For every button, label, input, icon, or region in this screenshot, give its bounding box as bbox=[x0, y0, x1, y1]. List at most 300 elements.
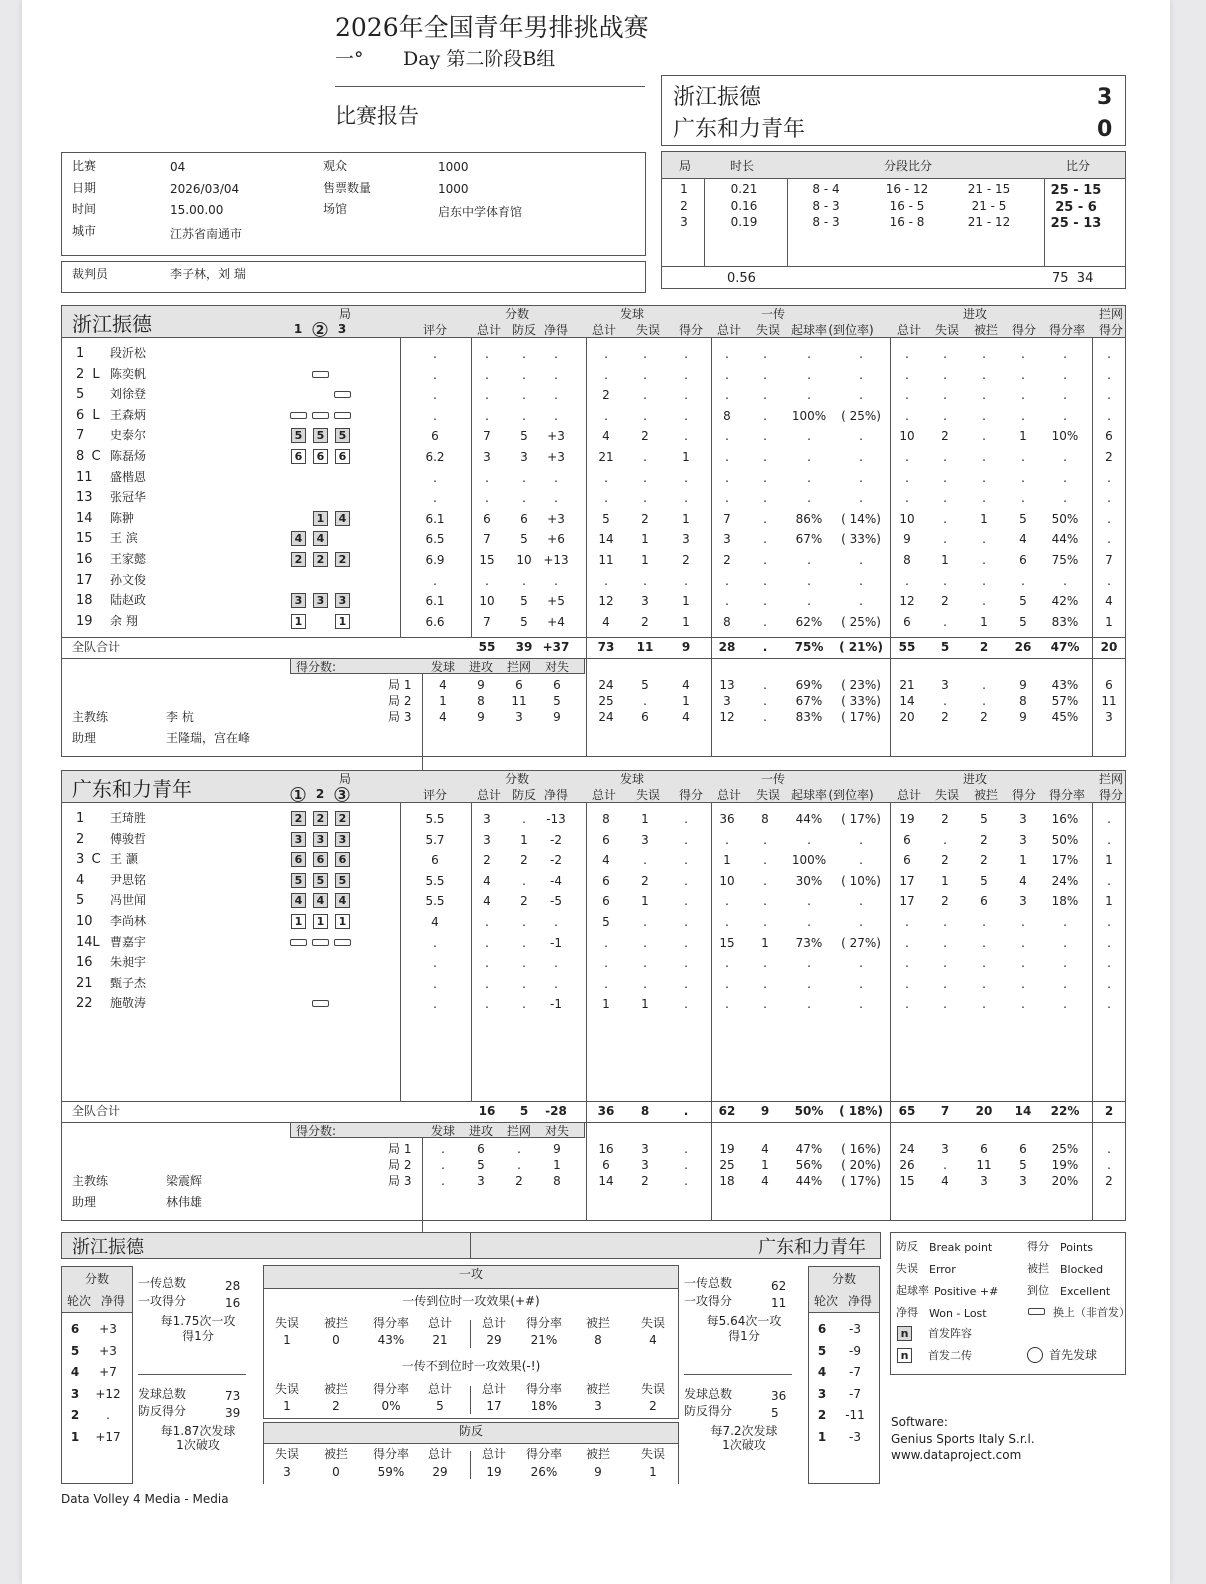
stat-cell: . bbox=[859, 915, 863, 929]
stat-cell: . bbox=[982, 976, 986, 991]
starting-position: 2 bbox=[313, 552, 328, 567]
info-label: 售票数量 bbox=[323, 180, 372, 195]
set-number: 2 bbox=[315, 787, 325, 801]
stat-cell: 6 bbox=[1105, 429, 1113, 444]
starting-position: 2 bbox=[291, 552, 306, 567]
divider bbox=[704, 179, 705, 266]
home-sideout-points: 16 bbox=[225, 1296, 241, 1310]
per-set-cell: . bbox=[441, 1142, 445, 1156]
stat-cell: 16% bbox=[1051, 812, 1079, 826]
column-header: 总计 bbox=[591, 323, 617, 337]
stat-cell: . bbox=[982, 491, 986, 506]
stat-cell: 6.2 bbox=[425, 450, 445, 464]
per-set-cell: 6 bbox=[1019, 1142, 1027, 1156]
away-break-ratio: 每7.2次发球 bbox=[710, 1424, 778, 1438]
assistant-label: 助理 bbox=[72, 1195, 97, 1209]
stat-cell: . bbox=[1107, 832, 1111, 847]
stat-cell: 1 bbox=[682, 511, 690, 526]
positive-value: 21 bbox=[432, 1333, 448, 1347]
stat-cell: 1 bbox=[1105, 894, 1113, 909]
stat-cell: 2 bbox=[941, 429, 949, 444]
stat-cell: . bbox=[725, 491, 729, 506]
legend-first-serve-label: 首先发球 bbox=[1049, 1348, 1098, 1362]
starting-position: 2 bbox=[313, 811, 328, 826]
stat-cell: . bbox=[1063, 573, 1067, 588]
starting-position: 6 bbox=[335, 852, 350, 867]
stat-cell: . bbox=[807, 894, 811, 909]
stat-cell: 15 bbox=[479, 553, 495, 567]
score-col-header: 比分 bbox=[1066, 159, 1091, 173]
player-name: 王家懿 bbox=[110, 552, 147, 566]
away-break-points: 5 bbox=[771, 1406, 779, 1420]
column-header: 得分 bbox=[678, 788, 704, 802]
divider bbox=[890, 802, 891, 1221]
stat-cell: . bbox=[943, 956, 947, 971]
starting-position: 4 bbox=[313, 531, 328, 546]
points-by-column: 发球 bbox=[430, 1124, 456, 1138]
substitution-icon bbox=[334, 391, 351, 398]
stat-cell: 86% bbox=[795, 511, 823, 526]
per-set-cell: 9 bbox=[477, 678, 485, 692]
stat-cell: . bbox=[807, 956, 811, 971]
stat-cell: . bbox=[1063, 408, 1067, 423]
legend-meaning: Error bbox=[929, 1263, 956, 1276]
stat-cell: . bbox=[1021, 388, 1025, 403]
stat-cell: . bbox=[859, 853, 863, 868]
stat-cell: . bbox=[807, 491, 811, 506]
stat-cell: . bbox=[433, 491, 437, 506]
stat-cell: 3 bbox=[1019, 894, 1027, 909]
per-set-cell: ( 17%) bbox=[841, 710, 881, 724]
stat-cell: . bbox=[859, 450, 863, 464]
starting-position: 1 bbox=[313, 511, 328, 526]
stat-cell: . bbox=[522, 935, 526, 950]
team-name: 浙江振德 bbox=[72, 312, 152, 336]
set-duration: 0.16 bbox=[730, 198, 758, 213]
stat-cell: 1 bbox=[941, 553, 949, 567]
stat-cell: . bbox=[684, 853, 688, 868]
per-set-cell: 25% bbox=[1051, 1142, 1079, 1156]
home-sideout-ratio: 得1分 bbox=[182, 1329, 214, 1343]
stat-cell: 10% bbox=[1051, 429, 1079, 444]
away-serve-total-label: 发球总数 bbox=[684, 1387, 733, 1401]
breakpoint-value: 19 bbox=[486, 1465, 502, 1479]
sideout-col-label: 失误 bbox=[640, 1382, 666, 1396]
stat-cell: . bbox=[982, 573, 986, 588]
column-header: 总计 bbox=[716, 788, 742, 802]
stat-cell: . bbox=[807, 997, 811, 1012]
stat-cell: . bbox=[905, 915, 909, 929]
per-set-cell: 6 bbox=[553, 678, 561, 692]
substitution-icon bbox=[312, 371, 329, 378]
stat-cell: 2 bbox=[520, 894, 528, 909]
stat-cell: . bbox=[763, 573, 767, 588]
stat-cell: 6 bbox=[903, 853, 911, 868]
per-set-cell: . bbox=[1107, 1158, 1111, 1172]
sideout-col-label: 被拦 bbox=[585, 1316, 611, 1330]
stat-cell: . bbox=[859, 367, 863, 382]
stat-cell: 6 bbox=[520, 511, 528, 526]
stat-cell: 7 bbox=[1105, 553, 1113, 567]
per-set-cell: 4 bbox=[761, 1142, 769, 1156]
first-serve-circle-icon: 3 bbox=[335, 787, 350, 802]
column-header: 总计 bbox=[591, 788, 617, 802]
stat-cell: . bbox=[554, 915, 558, 929]
stat-cell: . bbox=[433, 997, 437, 1012]
stat-cell: . bbox=[1021, 915, 1025, 929]
starting-position: 5 bbox=[335, 428, 350, 443]
per-set-cell: 45% bbox=[1051, 710, 1079, 724]
per-set-cell: . bbox=[441, 1158, 445, 1172]
set-partial-score: 21 - 15 bbox=[967, 182, 1011, 196]
substitution-icon bbox=[312, 1000, 329, 1007]
breakpoint-col-label: 被拦 bbox=[585, 1447, 611, 1461]
home-sideout-points-label: 一攻得分 bbox=[138, 1294, 187, 1308]
set-number: 1 bbox=[293, 322, 303, 336]
rotation-col-header: 轮次 bbox=[813, 1294, 839, 1308]
stat-cell: 21 bbox=[598, 450, 614, 464]
info-value: 04 bbox=[170, 160, 186, 174]
set-partial-score: 8 - 3 bbox=[812, 198, 840, 213]
stat-cell: . bbox=[982, 594, 986, 609]
stat-cell: . bbox=[763, 853, 767, 868]
stat-cell: . bbox=[684, 832, 688, 847]
stat-cell: . bbox=[1063, 915, 1067, 929]
divider bbox=[1092, 337, 1093, 757]
total-cell: 50% bbox=[794, 1104, 824, 1118]
set-partial-score: 16 - 12 bbox=[885, 182, 929, 196]
stat-cell: 10 bbox=[899, 511, 915, 526]
stat-cell: 4 bbox=[602, 429, 610, 444]
stat-cell: 2 bbox=[641, 873, 649, 888]
stat-cell: 5.5 bbox=[425, 873, 445, 888]
stat-cell: . bbox=[643, 491, 647, 506]
stat-cell: 17% bbox=[1051, 853, 1079, 868]
stat-cell: . bbox=[905, 935, 909, 950]
stat-cell: . bbox=[943, 832, 947, 847]
player-number: 8 bbox=[76, 449, 85, 464]
stat-cell: . bbox=[485, 470, 489, 485]
stat-cell: 1 bbox=[723, 853, 731, 868]
stat-cell: . bbox=[725, 429, 729, 444]
stat-cell: . bbox=[433, 573, 437, 588]
stat-cell: 4 bbox=[431, 915, 439, 929]
stat-cell: . bbox=[604, 956, 608, 971]
stat-cell: 17 bbox=[899, 873, 915, 888]
starting-position: 5 bbox=[291, 428, 306, 443]
stat-cell: . bbox=[1107, 367, 1111, 382]
set-partial-score: 8 - 3 bbox=[812, 215, 840, 229]
stat-cell: . bbox=[763, 408, 767, 423]
report-subtitle: Day 第二阶段B组 bbox=[403, 48, 556, 70]
per-set-cell: 83% bbox=[795, 710, 823, 724]
stat-cell: . bbox=[1063, 935, 1067, 950]
stat-cell: -1 bbox=[550, 997, 562, 1012]
stat-cell: . bbox=[643, 853, 647, 868]
legend-term: 防反 bbox=[896, 1240, 918, 1253]
stat-cell: . bbox=[943, 614, 947, 629]
home-break-points-label: 防反得分 bbox=[138, 1404, 187, 1418]
starting-setter-position: 1 bbox=[291, 914, 306, 929]
player-name: 施敬涛 bbox=[110, 996, 147, 1011]
starting-position: 4 bbox=[335, 511, 350, 526]
per-set-cell: 2 bbox=[941, 710, 949, 724]
home-reception-total: 28 bbox=[225, 1279, 241, 1293]
legend-meaning: Positive +# bbox=[934, 1285, 999, 1298]
starting-position: 6 bbox=[313, 852, 328, 867]
per-set-cell: 2 bbox=[515, 1174, 523, 1188]
stat-cell: 8 bbox=[723, 614, 731, 629]
stat-cell: . bbox=[943, 915, 947, 929]
per-set-cell: 26 bbox=[899, 1158, 915, 1172]
player-number: 14 bbox=[76, 510, 93, 526]
stat-cell: 1 bbox=[980, 614, 988, 629]
stat-cell: . bbox=[554, 956, 558, 971]
stat-cell: . bbox=[684, 873, 688, 888]
total-cell: 9 bbox=[760, 1104, 770, 1118]
coach-name: 梁震辉 bbox=[166, 1174, 203, 1188]
sideout-col-label: 被拦 bbox=[323, 1316, 349, 1330]
stat-cell: . bbox=[522, 812, 526, 826]
rotation-score-header: 分数 bbox=[831, 1272, 857, 1286]
column-header: 总计 bbox=[476, 323, 502, 337]
stat-cell: . bbox=[1107, 491, 1111, 506]
stat-cell: . bbox=[485, 367, 489, 382]
coach-label: 主教练 bbox=[72, 710, 109, 724]
team-name: 广东和力青年 bbox=[72, 777, 192, 801]
rotation-number: 2 bbox=[817, 1408, 827, 1423]
assistant-label: 助理 bbox=[72, 731, 97, 745]
stat-cell: . bbox=[643, 408, 647, 423]
rotation-number: 3 bbox=[70, 1386, 80, 1401]
stat-cell: . bbox=[725, 997, 729, 1012]
stat-cell: 2 bbox=[602, 388, 610, 403]
stat-cell: . bbox=[1021, 491, 1025, 506]
per-set-cell: 9 bbox=[1019, 678, 1027, 692]
rotation-number: 5 bbox=[817, 1343, 827, 1358]
group-header-attack: 进攻 bbox=[962, 772, 988, 786]
per-set-cell: . bbox=[684, 1158, 688, 1172]
stat-cell: . bbox=[1107, 347, 1111, 361]
stat-cell: . bbox=[643, 388, 647, 403]
per-set-cell: 9 bbox=[1019, 710, 1027, 724]
player-number: 15 bbox=[76, 531, 93, 547]
stat-cell: . bbox=[725, 594, 729, 609]
per-set-cell: 21 bbox=[899, 678, 915, 692]
player-number: 5 bbox=[76, 893, 85, 909]
total-cell: 73 bbox=[597, 640, 615, 654]
player-name: 史泰尔 bbox=[110, 428, 147, 443]
player-name: 王琦胜 bbox=[110, 811, 147, 825]
group-header-sets: 局 bbox=[338, 772, 352, 786]
divider bbox=[470, 1320, 471, 1348]
player-number: 2 bbox=[76, 366, 85, 382]
per-set-cell: 3 bbox=[477, 1174, 485, 1188]
per-set-cell: 67% bbox=[795, 694, 823, 708]
player-name: 陈翀 bbox=[110, 510, 135, 525]
substitution-icon bbox=[334, 939, 351, 946]
stat-cell: . bbox=[763, 832, 767, 847]
column-header: 起球率 bbox=[790, 323, 828, 337]
total-cell: 39 bbox=[515, 640, 533, 654]
stat-cell: . bbox=[725, 915, 729, 929]
points-by-column: 对失 bbox=[544, 660, 570, 674]
per-set-cell: . bbox=[517, 1158, 521, 1172]
player-name: 曹嘉宇 bbox=[110, 934, 147, 949]
stat-cell: 6 bbox=[431, 429, 439, 444]
breakpoint-value: 26% bbox=[530, 1465, 558, 1479]
stat-cell: . bbox=[1063, 976, 1067, 991]
captain-marker: C bbox=[91, 449, 101, 464]
stat-cell: . bbox=[684, 915, 688, 929]
points-by-column: 进攻 bbox=[468, 1124, 494, 1138]
stat-cell: . bbox=[684, 388, 688, 403]
player-name: 傅骏哲 bbox=[110, 831, 147, 846]
stat-cell: 36 bbox=[719, 812, 735, 826]
column-header: 失误 bbox=[635, 323, 661, 337]
stat-cell: . bbox=[905, 347, 909, 361]
stat-cell: 1 bbox=[941, 873, 949, 888]
points-by-column: 发球 bbox=[430, 660, 456, 674]
stat-cell: 3 bbox=[1019, 812, 1027, 826]
stat-cell: . bbox=[1107, 470, 1111, 485]
stat-cell: . bbox=[684, 347, 688, 361]
stat-cell: . bbox=[905, 573, 909, 588]
stat-cell: . bbox=[684, 573, 688, 588]
total-cell: 2 bbox=[979, 640, 989, 654]
stat-cell: . bbox=[604, 470, 608, 485]
rotation-net-points: . bbox=[106, 1408, 110, 1423]
starting-setter-position: 6 bbox=[313, 449, 328, 464]
negative-value: 2 bbox=[332, 1399, 340, 1413]
per-set-cell: 13 bbox=[719, 678, 735, 692]
stat-cell: . bbox=[522, 367, 526, 382]
rotation-net-points: +7 bbox=[99, 1365, 117, 1380]
first-serve-circle-icon: 1 bbox=[291, 787, 306, 802]
starting-position: 3 bbox=[291, 832, 306, 847]
per-set-cell: ( 20%) bbox=[841, 1158, 881, 1172]
set-label: 局 1 bbox=[388, 1142, 412, 1156]
stat-cell: ( 17%) bbox=[841, 812, 881, 826]
stat-cell: 6 bbox=[602, 873, 610, 888]
set-col-header: 局 bbox=[679, 159, 692, 173]
stat-cell: . bbox=[859, 594, 863, 609]
stat-cell: 5 bbox=[980, 873, 988, 888]
stat-cell: 1 bbox=[1019, 853, 1027, 868]
starting-position: 2 bbox=[291, 811, 306, 826]
per-set-cell: . bbox=[763, 678, 767, 692]
info-value: 1000 bbox=[438, 160, 469, 174]
column-header: 评分 bbox=[422, 323, 448, 337]
stat-cell: . bbox=[763, 873, 767, 888]
away-reception-total-label: 一传总数 bbox=[684, 1276, 733, 1290]
stat-cell: 7 bbox=[483, 429, 491, 444]
stat-cell: +4 bbox=[547, 614, 565, 629]
group-header-serve: 发球 bbox=[619, 307, 645, 321]
column-header: 被拦 bbox=[973, 788, 999, 802]
stat-cell: 6.9 bbox=[425, 553, 445, 567]
stat-cell: 5 bbox=[1019, 614, 1027, 629]
home-sideout-ratio: 每1.75次一攻 bbox=[160, 1314, 236, 1328]
per-set-cell: . bbox=[684, 1142, 688, 1156]
stat-cell: . bbox=[905, 408, 909, 423]
per-set-cell: 9 bbox=[553, 710, 561, 724]
report-heading: 比赛报告 bbox=[335, 104, 419, 128]
stat-cell: . bbox=[763, 511, 767, 526]
breakpoint-col-label: 得分率 bbox=[525, 1447, 563, 1461]
stat-cell: 3 bbox=[483, 812, 491, 826]
stat-cell: . bbox=[684, 956, 688, 971]
set-final-score: 25 - 15 bbox=[1050, 183, 1102, 198]
stat-cell: 3 bbox=[520, 450, 528, 464]
stat-cell: . bbox=[763, 956, 767, 971]
player-name: 王 灏 bbox=[110, 852, 138, 867]
stat-cell: . bbox=[943, 935, 947, 950]
divider bbox=[1092, 802, 1093, 1221]
per-set-cell: 6 bbox=[602, 1158, 610, 1172]
coach-name: 李 杭 bbox=[166, 710, 194, 724]
stat-cell: . bbox=[725, 573, 729, 588]
stat-cell: . bbox=[763, 347, 767, 361]
total-cell: 55 bbox=[898, 640, 916, 654]
stat-cell: . bbox=[554, 408, 558, 423]
stat-cell: . bbox=[859, 997, 863, 1012]
stat-cell: . bbox=[522, 976, 526, 991]
stat-cell: . bbox=[433, 408, 437, 423]
set-duration: 0.21 bbox=[730, 182, 758, 196]
per-set-cell: 5 bbox=[641, 678, 649, 692]
breakpoint-value: 3 bbox=[283, 1465, 291, 1479]
stat-cell: . bbox=[807, 388, 811, 403]
stat-cell: 4 bbox=[1105, 594, 1113, 609]
set-label: 局 2 bbox=[388, 694, 412, 708]
sideout-col-label: 得分率 bbox=[372, 1382, 410, 1396]
per-set-cell: . bbox=[1107, 1142, 1111, 1156]
set-partial-score: 8 - 4 bbox=[812, 182, 840, 196]
rotation-net-points: -9 bbox=[849, 1343, 861, 1358]
player-number: 6 bbox=[76, 407, 85, 423]
home-sets-won: 3 bbox=[1097, 85, 1113, 110]
per-set-cell: 3 bbox=[723, 694, 731, 708]
positive-value: 8 bbox=[594, 1333, 602, 1347]
legend-term: 得分 bbox=[1027, 1240, 1049, 1253]
stat-cell: . bbox=[725, 450, 729, 464]
substitution-icon bbox=[1028, 1308, 1045, 1315]
breakpoint-value: 0 bbox=[332, 1465, 340, 1479]
group-header-reception: 一传 bbox=[760, 307, 786, 321]
stat-cell: 1 bbox=[641, 997, 649, 1012]
divider bbox=[62, 637, 1125, 638]
column-header: 总计 bbox=[896, 323, 922, 337]
per-set-cell: 2 bbox=[1105, 1174, 1113, 1188]
team-table-box bbox=[61, 770, 1126, 1221]
player-number: 10 bbox=[76, 914, 93, 929]
per-set-cell: 44% bbox=[795, 1174, 823, 1188]
stat-cell: 12 bbox=[899, 594, 915, 609]
rotation-number: 1 bbox=[70, 1430, 80, 1444]
stat-cell: . bbox=[943, 976, 947, 991]
stat-cell: . bbox=[604, 491, 608, 506]
stat-cell: 3 bbox=[483, 450, 491, 464]
stat-cell: 1 bbox=[1019, 429, 1027, 444]
per-set-cell: ( 23%) bbox=[841, 678, 881, 692]
stat-cell: 18% bbox=[1051, 894, 1079, 909]
per-set-cell: 15 bbox=[899, 1174, 915, 1188]
total-cell: 75% bbox=[794, 640, 824, 654]
stat-cell: +3 bbox=[547, 511, 565, 526]
stat-cell: . bbox=[982, 470, 986, 485]
divider bbox=[422, 1138, 423, 1237]
